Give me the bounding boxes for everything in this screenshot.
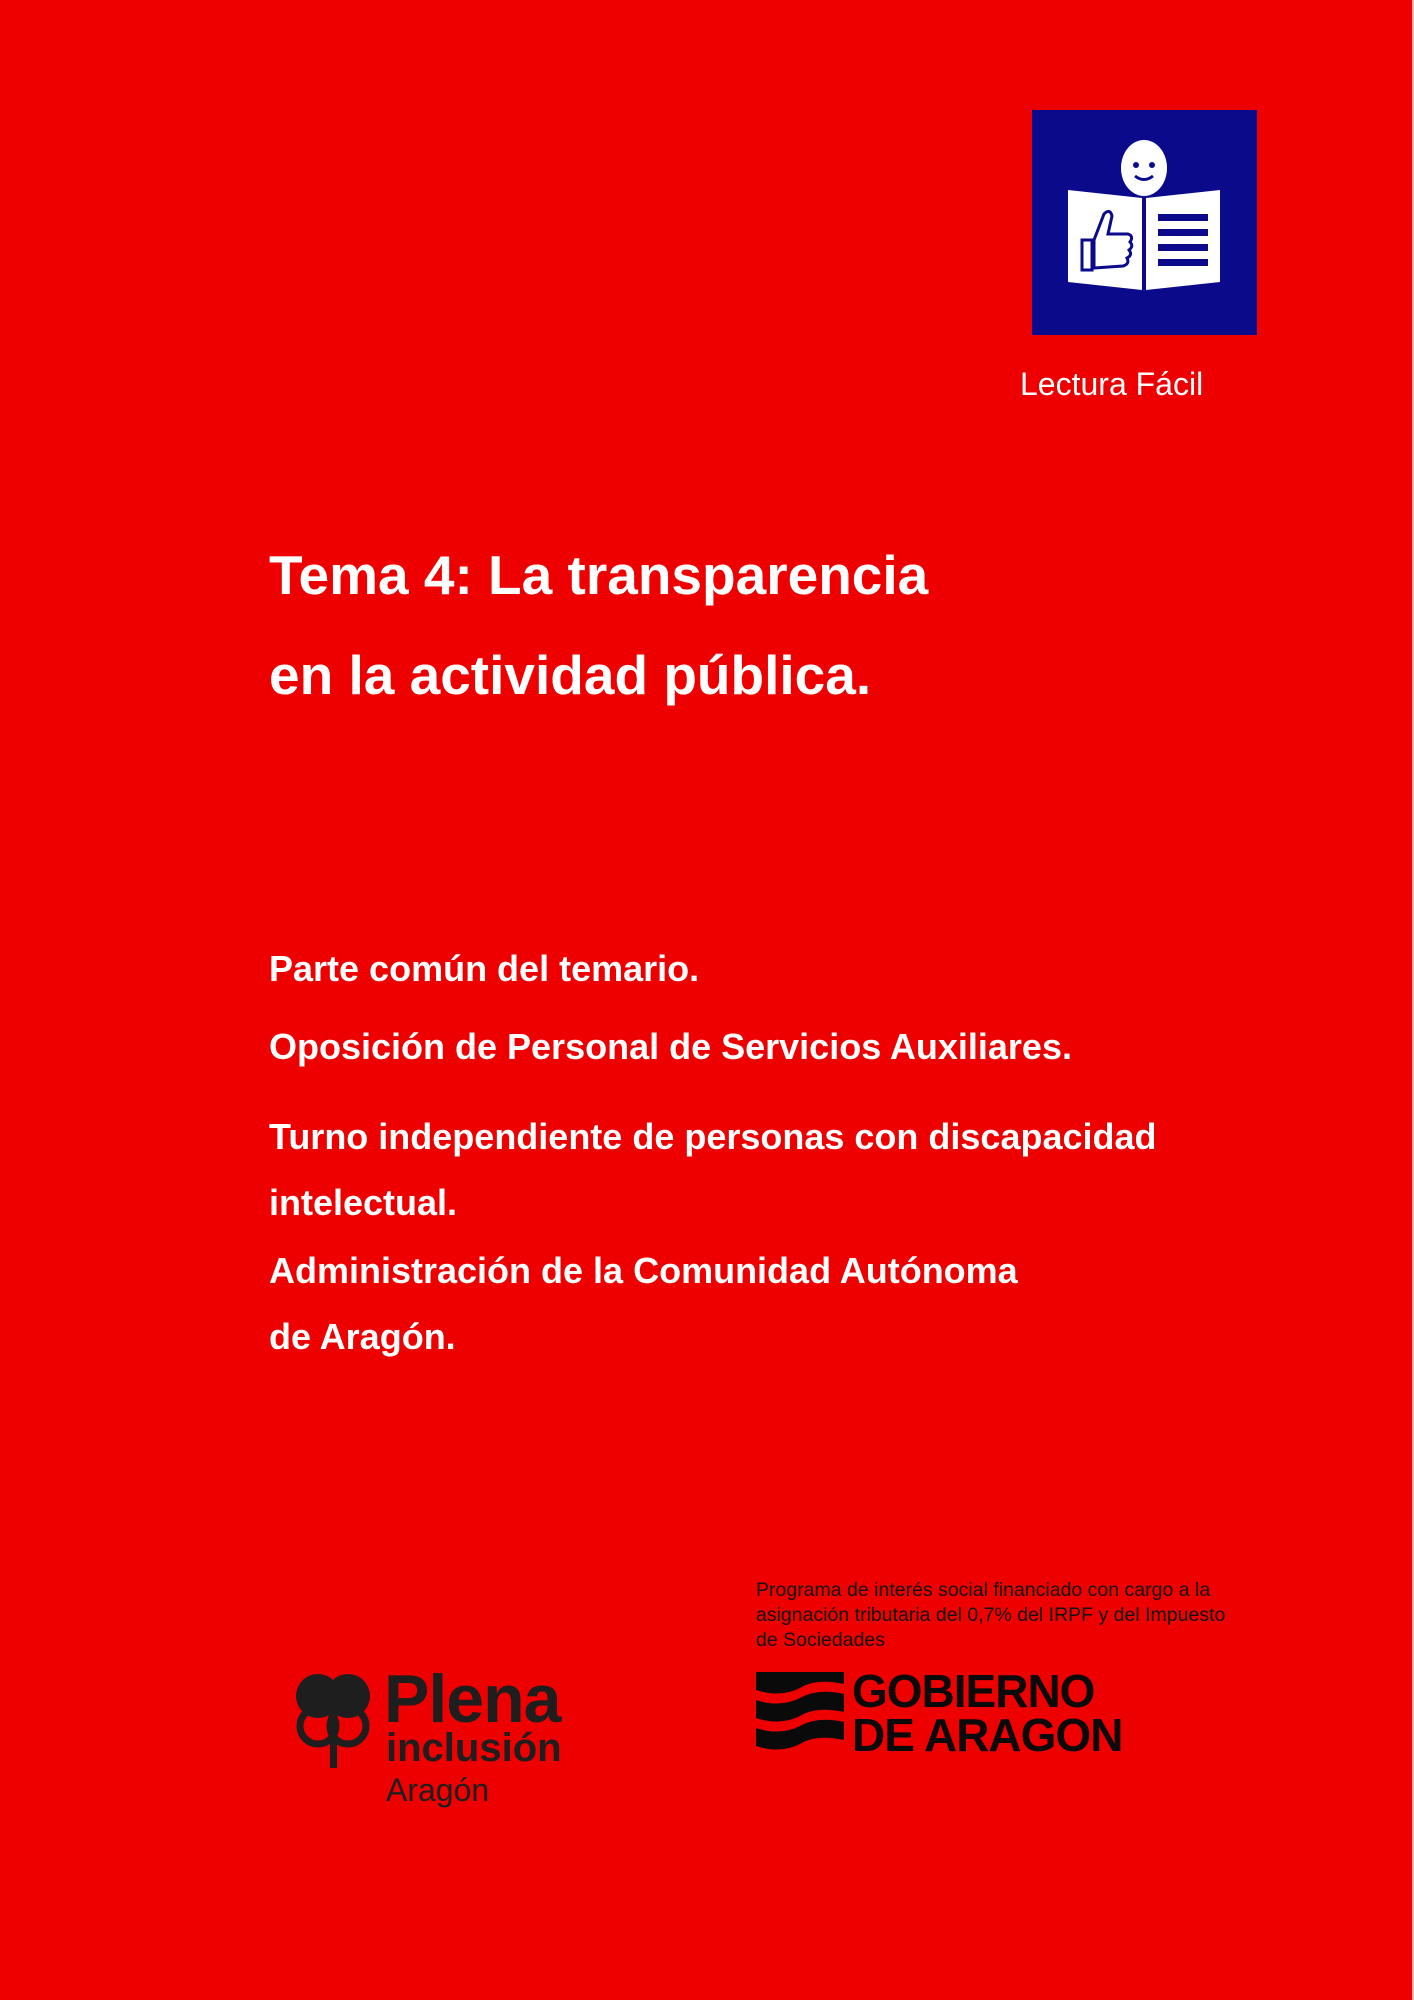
gobierno-line-2: DE ARAGON	[852, 1709, 1123, 1761]
info-block-administracion	[269, 1238, 1018, 1370]
plena-name: Plena	[384, 1661, 561, 1737]
info-line: Oposición de Personal de Servicios Auxiliares.	[269, 1026, 1072, 1067]
gobierno-line-1: GOBIERNO	[852, 1665, 1095, 1717]
financing-note	[756, 1578, 1346, 1653]
financing-line: asignación tributaria del 0,7% del IRPF y del Impuesto	[756, 1604, 1226, 1626]
plena-sub: inclusión	[386, 1726, 562, 1770]
financing-line: de Sociedades	[756, 1629, 886, 1651]
info-line: Administración de la Comunidad Autónoma	[269, 1250, 1018, 1291]
title-line-1: Tema 4: La transparencia	[269, 544, 929, 606]
gobierno-aragon-logo	[756, 1664, 1176, 1764]
info-block-turno	[269, 1104, 1157, 1236]
info-line: intelectual.	[269, 1182, 458, 1223]
clover-icon	[292, 1670, 376, 1770]
aragon-stripes-icon	[756, 1670, 844, 1758]
easy-read-label: Lectura Fácil	[1020, 366, 1204, 402]
info-line: Parte común del temario.	[269, 948, 700, 989]
plena-inclusion-logo	[292, 1660, 582, 1810]
info-line: Turno independiente de personas con discapacidad	[269, 1116, 1157, 1157]
title-line-2: en la actividad pública.	[269, 644, 872, 706]
info-line: de Aragón.	[269, 1316, 456, 1357]
page-title	[269, 525, 928, 725]
financing-line: Programa de interés social financiado con cargo a la	[756, 1579, 1211, 1601]
plena-region: Aragón	[386, 1772, 490, 1808]
easy-read-book-icon	[1032, 110, 1257, 335]
